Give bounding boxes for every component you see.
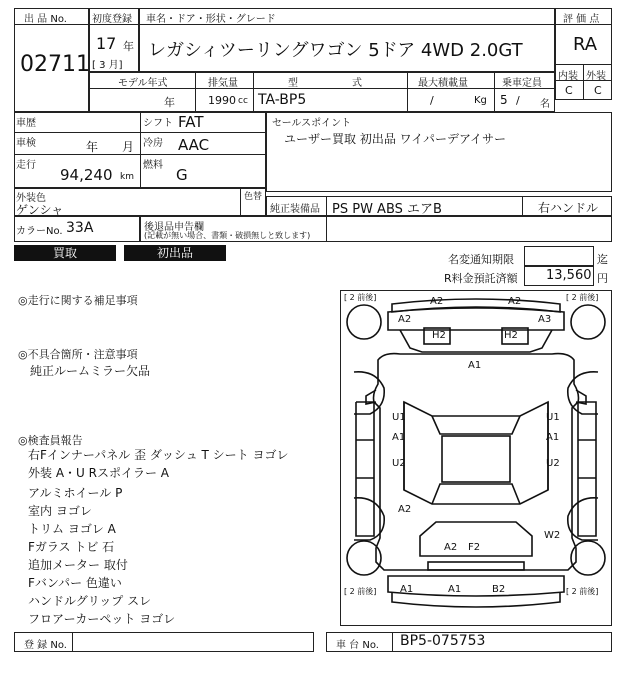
damage-mark: U1 bbox=[546, 412, 560, 423]
car-name: レガシィツーリングワゴン 5ドア 4WD 2.0GT bbox=[148, 40, 523, 61]
damage-mark: A2 bbox=[508, 296, 522, 307]
damage-mark: A2 bbox=[444, 542, 458, 553]
corner-mark-bottom-right: [ 2 前後] bbox=[566, 587, 599, 596]
sales-point-label: セールスポイント bbox=[272, 118, 352, 129]
color-label: 外装色 bbox=[16, 193, 46, 204]
equipment-label: 純正装備品 bbox=[270, 204, 320, 215]
fuel-label: 燃料 bbox=[143, 160, 163, 171]
history-label: 車歴 bbox=[16, 118, 36, 129]
reg-no-label: 登 録 No. bbox=[24, 640, 67, 651]
model-year-label: モデル年式 bbox=[118, 78, 168, 89]
ac-label: 冷房 bbox=[143, 138, 163, 149]
interior-label: 内装 bbox=[558, 71, 578, 82]
inspector-item: Fガラス トビ 石 bbox=[28, 540, 115, 554]
car-name-label: 車名・ドア・形状・グレード bbox=[146, 14, 276, 25]
damage-mark: A1 bbox=[400, 584, 414, 595]
shift-label: シフト bbox=[143, 118, 173, 129]
damage-mark: A1 bbox=[448, 584, 462, 595]
damage-mark: W2 bbox=[544, 530, 561, 541]
inspector-item: フロアーカーペット ヨゴレ bbox=[28, 612, 176, 626]
load-unit: Kg bbox=[474, 95, 487, 106]
damage-mark: A2 bbox=[430, 296, 444, 307]
damage-mark: U1 bbox=[392, 412, 406, 423]
displacement-label: 排気量 bbox=[208, 78, 238, 89]
inspector-item: Fバンパー 色違い bbox=[28, 576, 122, 590]
damage-mark: A1 bbox=[546, 432, 560, 443]
lot-number: 02711 bbox=[20, 52, 90, 77]
mileage-value: 94,240 bbox=[60, 166, 113, 184]
color-no-value: 33A bbox=[66, 220, 94, 236]
defects-title: ◎不具合箇所・注意事項 bbox=[18, 348, 138, 361]
recycle-value: 13,560 bbox=[546, 268, 592, 283]
corner-mark-top-right: [ 2 前後] bbox=[566, 293, 599, 302]
lot-label: 出 品 No. bbox=[24, 14, 67, 25]
inspector-item: アルミホイール P bbox=[28, 486, 123, 500]
damage-mark: A1 bbox=[392, 432, 406, 443]
load-label: 最大積載量 bbox=[418, 78, 468, 89]
deadline-box bbox=[524, 246, 594, 266]
car-diagram bbox=[340, 290, 612, 626]
mileage-unit: km bbox=[120, 172, 134, 182]
interior-grade: C bbox=[565, 84, 573, 97]
displacement-value: 1990 bbox=[208, 94, 236, 107]
mileage-label: 走行 bbox=[16, 160, 36, 171]
type-label: 型 bbox=[288, 78, 298, 89]
grade-value: RA bbox=[573, 34, 598, 55]
registration-month: [ 3 月] bbox=[92, 60, 123, 71]
ac-value: AAC bbox=[178, 136, 210, 154]
damage-mark: U2 bbox=[392, 458, 406, 469]
recycle-unit: 円 bbox=[597, 272, 608, 285]
capacity-value: 5 bbox=[500, 93, 508, 107]
color-value: ゲンシャ bbox=[16, 203, 64, 217]
inspector-item: 追加メーター 取付 bbox=[28, 558, 128, 572]
inspection-label: 車検 bbox=[16, 138, 36, 149]
capacity-label: 乗車定員 bbox=[502, 78, 542, 89]
corner-mark-bottom-left: [ 2 前後] bbox=[344, 587, 377, 596]
defect-item: 純正ルームミラー欠品 bbox=[30, 364, 151, 378]
inspector-item: 右Fインナーパネル 歪 ダッシュ T シート ヨゴレ bbox=[28, 448, 289, 462]
deadline-unit: 迄 bbox=[597, 253, 608, 266]
exterior-grade: C bbox=[594, 84, 602, 97]
inspection-month-unit: 月 bbox=[122, 140, 135, 154]
displacement-unit: cc bbox=[238, 96, 248, 106]
damage-mark: A3 bbox=[538, 314, 552, 325]
tag-first-listing: 初出品 bbox=[124, 245, 226, 261]
fuel-value: G bbox=[176, 166, 188, 184]
corner-mark-top-left: [ 2 前後] bbox=[344, 293, 377, 302]
registration-year: 17 bbox=[96, 34, 117, 53]
damage-mark: H2 bbox=[432, 330, 446, 341]
inspector-title: ◎検査員報告 bbox=[18, 434, 83, 447]
damage-mark: A2 bbox=[398, 314, 412, 325]
damage-mark: F2 bbox=[468, 542, 481, 553]
sales-point-text: ユーザー買取 初出品 ワイパーデアイサー bbox=[284, 132, 506, 146]
equipment-value: PS PW ABS エアB bbox=[332, 202, 442, 217]
shift-value: FAT bbox=[178, 113, 204, 131]
damage-mark: B2 bbox=[492, 584, 506, 595]
recycle-label: R料金預託済額 bbox=[444, 272, 518, 285]
damage-mark: U2 bbox=[546, 458, 560, 469]
damage-mark: A1 bbox=[468, 360, 482, 371]
inspector-item: ハンドルグリップ スレ bbox=[28, 594, 152, 608]
type-label-2: 式 bbox=[352, 78, 362, 89]
inspector-item: 外装 A・U Rスポイラー A bbox=[28, 466, 169, 480]
load-slash: / bbox=[430, 94, 434, 107]
grade-label: 評 価 点 bbox=[563, 14, 600, 25]
model-year-unit: 年 bbox=[164, 96, 175, 109]
damage-mark: A2 bbox=[398, 504, 412, 515]
handle-position: 右ハンドル bbox=[538, 201, 599, 215]
color-change-label: 色替 bbox=[244, 192, 263, 202]
damage-mark: H2 bbox=[504, 330, 518, 341]
chassis-number: BP5-075753 bbox=[400, 633, 486, 649]
aftermarket-note: (記載が無い場合、書類・破損無しと致します) bbox=[144, 231, 311, 240]
registration-label: 初度登録 bbox=[92, 14, 132, 25]
chassis-label: 車 台 No. bbox=[336, 640, 379, 651]
color-no-label: カラーNo. bbox=[16, 226, 63, 237]
deadline-label: 名変通知期限 bbox=[448, 253, 514, 266]
capacity-unit: 名 bbox=[540, 99, 550, 110]
driving-title: ◎走行に関する補足事項 bbox=[18, 294, 138, 307]
registration-year-unit: 年 bbox=[123, 40, 134, 53]
aftermarket-label: 後退品申告欄 bbox=[144, 222, 204, 233]
inspector-item: 室内 ヨゴレ bbox=[28, 504, 92, 518]
inspection-year-unit: 年 bbox=[86, 140, 99, 154]
model-code: TA-BP5 bbox=[258, 92, 307, 108]
inspector-item: トリム ヨゴレ A bbox=[28, 522, 116, 536]
tag-kaitori: 買取 bbox=[14, 245, 116, 261]
capacity-slash: / bbox=[516, 94, 520, 107]
exterior-label: 外装 bbox=[586, 71, 606, 82]
